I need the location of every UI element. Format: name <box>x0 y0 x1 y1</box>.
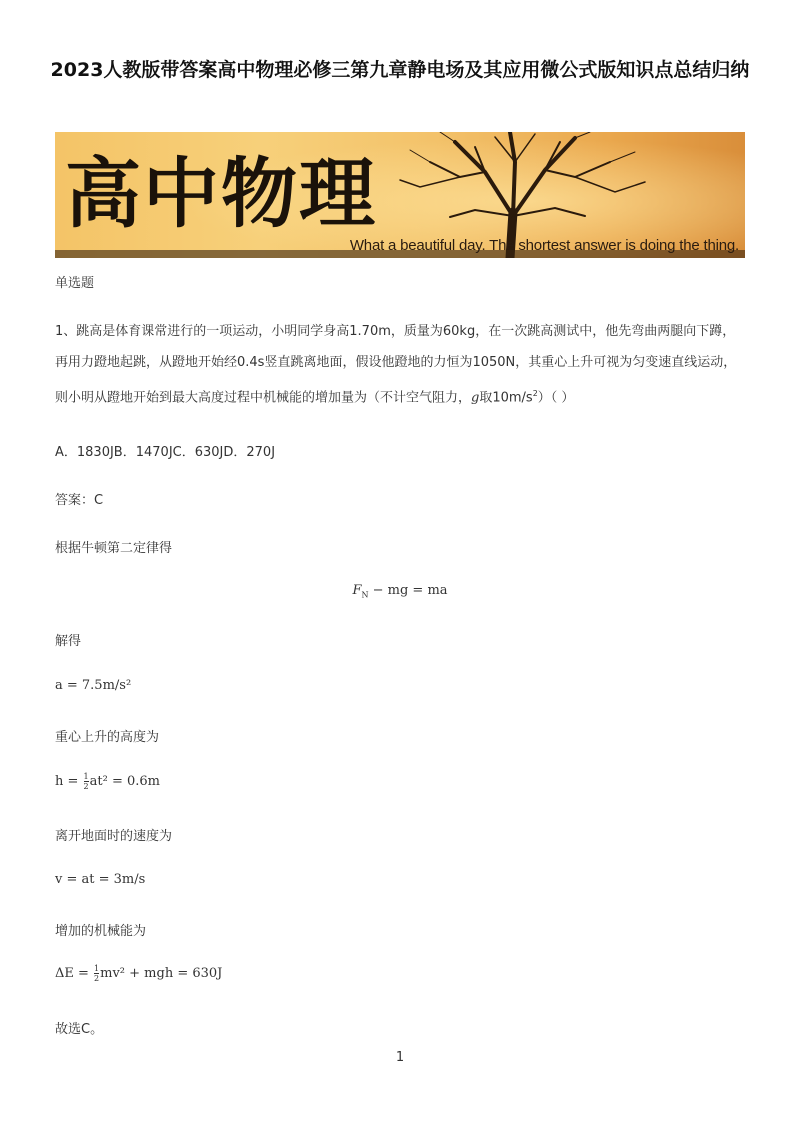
conclusion: 故选C。 <box>55 1022 104 1037</box>
step-newton-law: 根据牛顿第二定律得 <box>55 541 173 556</box>
question-text-part1: 1、跳高是体育课常进行的一项运动，小明同学身高1.70m，质量为60kg，在一次跳高测试中，他先弯曲两腿向下蹲，再用力蹬地起跳，从蹬地开始经0.4s竖直跳离地面，假设他蹬地的力恒为1050N，其重心上升可视为匀变速直线运动，则小明从蹬地开始到最大高度过程中机械能的增加量为（不计空气阻力， <box>55 324 737 406</box>
formula-energy: ΔE = $\frac{1}{2}$ mv² + mgh = 630J <box>55 964 223 983</box>
question-text-part3: ）（ ） <box>537 390 575 406</box>
step-solve: 解得 <box>55 634 82 649</box>
step-height: 重心上升的高度为 <box>55 730 160 745</box>
banner-image <box>55 132 745 258</box>
step-velocity: 离开地面时的速度为 <box>55 829 173 844</box>
formula-newton: $F_N$ − mg = ma <box>352 583 448 600</box>
step-energy: 增加的机械能为 <box>55 924 147 939</box>
answer-options: A．1830JB．1470JC．630JD．270J <box>55 445 276 460</box>
question-text-part2: 取10m/s <box>479 390 533 406</box>
banner-title: 高中物理 <box>65 149 377 238</box>
formula-velocity: v = at = 3m/s <box>55 872 146 887</box>
question-type-label: 单选题 <box>55 276 95 291</box>
gravity-symbol: g <box>471 390 480 406</box>
page-number: 1 <box>395 1050 405 1065</box>
formula-acceleration: a = 7.5m/s² <box>55 678 132 693</box>
question-text: 1、跳高是体育课常进行的一项运动，小明同学身高1.70m，质量为60kg，在一次跳高测试中，他先弯曲两腿向下蹲，再用力蹬地起跳，从蹬地开始经0.4s竖直跳离地面，假设他蹬地的力恒为1050N，其重心上升可视为匀变速直线运动，则小明从蹬地开始到最大高度过程中机械能的增加量为（不计空气阻力，g取$10m/s^2$）（ ） <box>55 324 737 406</box>
document-title: 2023人教版带答案高中物理必修三第九章静电场及其应用微公式版知识点总结归纳 <box>50 59 750 81</box>
answer-label: 答案：C <box>55 493 104 508</box>
banner-slogan: What a beautiful day. The shortest answer is doing the thing. <box>349 237 739 254</box>
formula-height: h = $\frac{1}{2}$ at² = 0.6m <box>55 772 160 791</box>
